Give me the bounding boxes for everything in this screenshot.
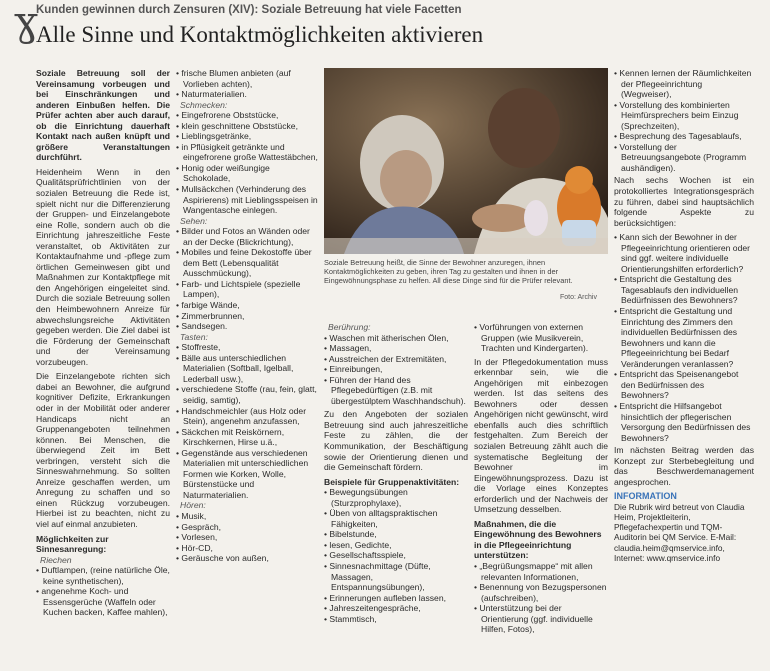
- list-item: • Kennen lernen der Räumlichkeiten der Pflegeeinrichtung (Wegweiser),: [614, 68, 754, 100]
- list-item: • farbige Wände,: [176, 300, 318, 311]
- list-item: • Farb- und Lichtspiele (spezielle Lampen),: [176, 279, 318, 300]
- category-tasten: Tasten:: [180, 331, 208, 342]
- list-item: • in Pflüsigkeit getränkte und eingefrorene große Wattestäbchen,: [176, 142, 318, 163]
- photo-credit: Foto: Archiv: [560, 294, 597, 301]
- list-item: • Entspricht die Gestaltung und Einrichtung des Zimmers den individuellen Bedürfnissen des Bewohners und kann die Pflegeeinrichtung bei Bedarf Veränderungen veranlassen?: [614, 306, 754, 369]
- list-item: • Säckchen mit Reiskörnern, Kirschkernen, Hirse u.ä.,: [176, 427, 318, 448]
- list-item: • Musik,: [176, 511, 318, 522]
- list-item: • Kann sich der Bewohner in der Pflegeeinrichtung orientieren oder sind ggf. weitere individuelle Orientierungshilfen erforderlich?: [614, 232, 754, 274]
- list-item: • Gespräch,: [176, 522, 318, 533]
- list-item: • Lieblingsgetränke,: [176, 131, 318, 142]
- list-item: • Jahreszeitengespräche,: [324, 603, 468, 614]
- list-tasten: [176, 342, 318, 500]
- list-item: • Bewegungsübungen (Sturzprophylaxe),: [324, 487, 468, 508]
- list-item: • Geräusche von außen,: [176, 553, 318, 564]
- list-item: • Honig oder weißungige Schokolade,: [176, 163, 318, 184]
- list-massnahmen-cont: [614, 68, 754, 173]
- list-item: • Hör-CD,: [176, 543, 318, 554]
- photo-caption: Soziale Betreuung heißt, die Sinne der Bewohner anzuregen, ihnen Kontaktmöglichkeiten zu geben, ihren Tag zu gestalten und ihnen in der Eingewöhnungsphase zu helfen. All diese Dinge sind für die Prüfer relevant.: [324, 258, 573, 286]
- list-item: • Entspricht die Hilfsangebot hinsichtlich der pflegerischen Versorgung den Bedürfnissen des Bewohners?: [614, 401, 754, 443]
- list-item: • Entspricht die Gestaltung des Tagesablaufs den individuellen Bedürfnissen des Bewohners?: [614, 274, 754, 306]
- list-item: • Ausstreichen der Extremitäten,: [324, 354, 468, 365]
- list-hoeren: [176, 511, 318, 564]
- article-kicker: Kunden gewinnen durch Zensuren (XIV): Soziale Betreuung hat viele Facetten: [36, 4, 462, 16]
- column-4: [474, 322, 608, 635]
- list-gruppe-cont: [474, 322, 608, 354]
- list-massnahmen: [474, 561, 608, 635]
- list-item: • Bibelstunde,: [324, 529, 468, 540]
- photo-illustration: [324, 68, 608, 254]
- list-item: • Vorstellung des kombinierten Heimfürsprechers beim Einzug (Sprechzeiten),: [614, 100, 754, 132]
- list-item: • Eingefrorene Obststücke,: [176, 110, 318, 121]
- list-item: • Bilder und Fotos an Wänden oder an der Decke (Blickrichtung),: [176, 226, 318, 247]
- list-item: • angenehme Koch- und Essensgerüche (Waffeln oder Kuchen backen, Kaffee mahlen),: [36, 586, 170, 618]
- list-item: • Stoffreste,: [176, 342, 318, 353]
- category-beruehrung: Berührung:: [328, 322, 371, 332]
- list-item: • Vorlesen,: [176, 532, 318, 543]
- lead-paragraph: Soziale Betreuung soll der Vereinsamung vorbeugen und bei Einschränkungen und anderen Einbußen helfen. Die Prüfer achten aber auch darauf, ob die Einrichtung dauerhaft Kontakt nach außen knüpft und größere Veranstaltungen durchführt.: [36, 68, 170, 163]
- column-2: [176, 68, 318, 564]
- list-item: • Führen der Hand des Pflegebedürftigen (z.B. mit übergestülptem Waschhandschuh).: [324, 375, 468, 407]
- info-box-title: INFORMATION: [614, 491, 677, 502]
- list-item: • Vorstellung der Betreuungsangebote (Programm aushändigen).: [614, 142, 754, 174]
- category-schmecken: Schmecken:: [180, 99, 228, 110]
- list-item: • klein geschnittene Obststücke,: [176, 121, 318, 132]
- list-item: • Stammtisch,: [324, 614, 468, 625]
- list-item: • Bälle aus unterschiedlichen Materialien (Softball, Igelball, Lederball usw.),: [176, 353, 318, 385]
- list-item: • verschiedene Stoffe (rau, fein, glatt, seidig, samtig),: [176, 384, 318, 405]
- body-paragraph-4: In der Pflegedokumentation muss erkennbar sein, wie die Angehörigen mit einbezogen werden. Ist das seitens des Bewohners oder dessen Angehörigen nicht gewünscht, wird ebenfalls auch dies schriftlich festgehalten. Zum Bereich der sozialen Betreuung zählt auch die systematische Begleitung der Bewohner im Eingewöhnungsprozess. Dazu ist die Vorlage eines Konzeptes erforderlich und der Nachweis der Umsetzung desselben.: [474, 356, 608, 515]
- category-hoeren: Hören:: [180, 500, 206, 511]
- list-beruehrung: [324, 333, 468, 407]
- subheading-massnahmen: Maßnahmen, die die Eingewöhnung des Bewohners in die Pflegeeinrichtung unterstützen:: [474, 518, 602, 561]
- list-item: • frische Blumen anbieten (auf Vorlieben achten),: [176, 68, 318, 89]
- list-item: • Unterstützung bei der Orientierung (ggf. individuelle Hilfen, Fotos),: [474, 603, 608, 635]
- article-photo: [324, 68, 608, 254]
- list-item: • Zimmerbrunnen,: [176, 311, 318, 322]
- subheading-sinne: Möglichkeiten zur Sinnesanregung:: [36, 533, 109, 555]
- list-item: • Mullsäckchen (Verhinderung des Aspirierens) mit Lieblingsspeisen in Wangentasche einlegen.: [176, 184, 318, 216]
- list-item: • Gesellschaftsspiele,: [324, 550, 468, 561]
- list-item: • lesen, Gedichte,: [324, 540, 468, 551]
- column-3: [324, 322, 468, 624]
- column-1: [36, 68, 170, 618]
- list-item: • Massagen,: [324, 343, 468, 354]
- article-headline: Alle Sinne und Kontaktmöglichkeiten aktivieren: [36, 22, 484, 47]
- list-item: • Mobiles und feine Dekostoffe über dem Bett (Lebensqualität Ausschmückung),: [176, 247, 318, 279]
- list-gruppe: [324, 487, 468, 624]
- body-paragraph-5: Nach sechs Wochen ist ein protokolliertes Integrationsgespräch zu führen, dabei sind hauptsächlich folgende Aspekte zu berücksichtigen:: [614, 175, 754, 228]
- category-sehen: Sehen:: [180, 215, 208, 226]
- list-item: • Sinnesnachmittage (Düfte, Massagen, Entspannungsübungen),: [324, 561, 468, 593]
- list-item: • „Begrüßungsmappe“ mit allen relevanten Informationen,: [474, 561, 608, 582]
- list-item: • Waschen mit ätherischen Ölen,: [324, 333, 468, 344]
- body-paragraph-2: Die Einzelangebote richten sich dabei an Bewohner, die aufgrund kognitiver Defizite, Erkrankungen oder in der Mobilität oder anderer Handicaps nicht an Gruppenangeboten teilnehmen können. Bei Menschen, die überwiegend Zeit im Bett verbringen, versteht sich die Sinneswahrnehmung. So sollten Anreize geschaffen werden, um Anregung zu schaffen und so einen Rückzug vorzubeugen. Hierbei ist zu beachten, nicht zu viel auf einmal anzubieten.: [36, 371, 170, 529]
- list-item: • Duftlampen, (reine natürliche Öle, keine synthetischen),: [36, 565, 170, 586]
- body-paragraph-3: Zu den Angeboten der sozialen Betreuung sind auch jahreszeitliche Feste zu zählen, die der Kommunikation, der Beschäftigung sowie der Orientierung dienen und die Gemeinschaft fördern.: [324, 409, 468, 473]
- list-riechen: [36, 565, 170, 618]
- body-paragraph-1: Heidenheim Wenn in den Qualitätsprüfrichtlinien von der sozialen Betreuung die Rede ist, spielt nicht nur die Differenzierung der Gruppen- und Einzelangebote eine Rolle, sondern auch ob die Einrichtung jahreszeitliche Feste veranstaltet, ob Aktivitäten zur Kontaktaufnahme und -pflege zum örtlichen Gemeinwesen gibt und Maßnahmen zur Kontaktpflege mit den Angehörigen eingeleitet sind. Durch die soziale Betreuung sollen den Heimbewohnern Anreize für abwechslungsreiche Aktivitäten gegeben werden. Die Ziel dabei ist die Förderung der Gemeinschaft und der Vereinsamung vorzubeugen.: [36, 166, 170, 367]
- list-item: • Besprechung des Tagesablaufs,: [614, 131, 754, 142]
- list-sehen: [176, 226, 318, 331]
- list-integration: [614, 232, 754, 443]
- list-item: • Gegenstände aus verschiedenen Materialien mit unterschiedlichen Formen wie Korken, Wolle, Bürstenstücke und Naturmaterialien.: [176, 448, 318, 501]
- list-item: • Benennung von Bezugspersonen (aufschreiben),: [474, 582, 608, 603]
- decorative-hook: ɣ: [14, 0, 38, 45]
- list-item: • Sandsegen.: [176, 321, 318, 332]
- subheading-gruppe: Beispiele für Gruppenaktivitäten:: [324, 476, 460, 487]
- list-item: • Vorführungen von externen Gruppen (wie Musikverein, Trachten und Kindergarten).: [474, 322, 608, 354]
- list-item: • Entspricht das Speisenangebot den Bedürfnissen des Bewohners?: [614, 369, 754, 401]
- list-item: • Üben von alltagspraktischen Fähigkeiten,: [324, 508, 468, 529]
- list-schmecken: [176, 110, 318, 215]
- list-item: • Handschmeichler (aus Holz oder Stein), angenehm anzufassen,: [176, 406, 318, 427]
- category-riechen: Riechen: [40, 554, 72, 565]
- list-item: • Naturmaterialien.: [176, 89, 318, 100]
- closing-paragraph: Im nächsten Beitrag werden das Konzept zur Sterbebegleitung und das Beschwerdemanagement angesprochen.: [614, 445, 754, 487]
- list-item: • Erinnerungen aufleben lassen,: [324, 593, 468, 604]
- list-item: • Einreibungen,: [324, 364, 468, 375]
- list-riechen-cont: [176, 68, 318, 100]
- info-box-text: Die Rubrik wird betreut von Claudia Heim, Projektleiterin, Pflegefachexpertin und TQM-Auditorin bei QM Service. E-Mail: claudia.heim@qmservice.info, Internet: www.qmservice.info: [614, 501, 745, 563]
- column-5: [614, 68, 754, 563]
